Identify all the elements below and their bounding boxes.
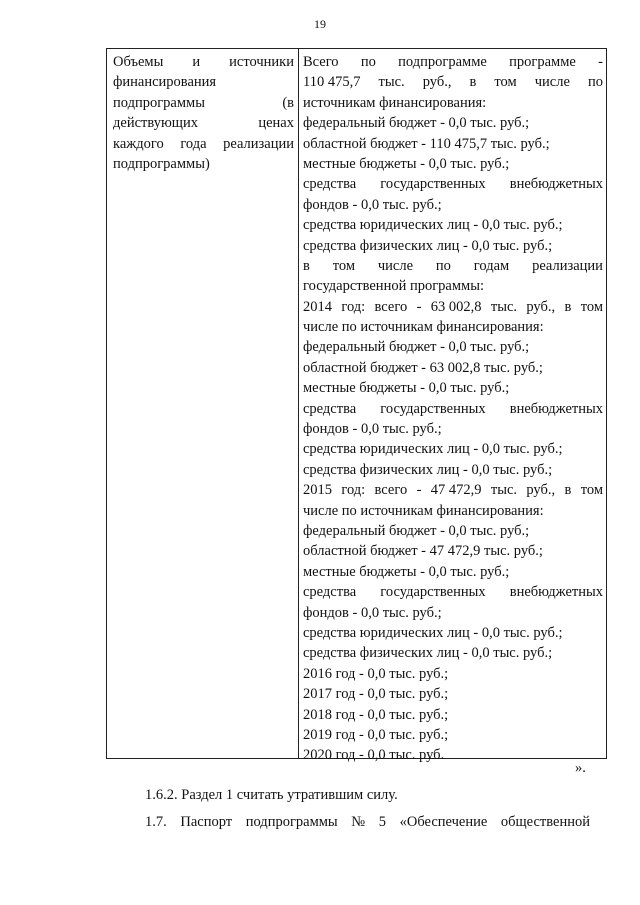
value-word: в bbox=[564, 482, 572, 499]
value-line bbox=[303, 623, 603, 643]
label-word: года bbox=[180, 135, 207, 152]
value-word: - bbox=[416, 298, 422, 315]
value-word: 47 472,9 bbox=[430, 482, 482, 499]
value-word: фондов - 0,0 тыс. руб.; bbox=[303, 604, 442, 621]
value-word: числе bbox=[377, 257, 414, 274]
paragraph-word: «Обеспечение bbox=[399, 814, 488, 830]
value-word: 2017 год - 0,0 тыс. руб.; bbox=[303, 686, 449, 703]
value-word: 63 002,8 bbox=[430, 298, 482, 315]
value-word: всего bbox=[374, 298, 408, 315]
value-word: средства юридических лиц - 0,0 тыс. руб.; bbox=[303, 441, 563, 458]
value-word: подпрограмме bbox=[398, 54, 487, 70]
value-word: годам bbox=[473, 257, 510, 274]
value-word: областной бюджет - 63 002,8 тыс. руб.; bbox=[303, 359, 543, 376]
value-line bbox=[303, 297, 603, 317]
financing-table bbox=[106, 48, 607, 764]
value-word: 2014 bbox=[303, 298, 332, 315]
value-word: том bbox=[580, 482, 603, 499]
value-line bbox=[303, 72, 603, 92]
value-word: внебюджетных bbox=[509, 176, 603, 193]
value-word: средства физических лиц - 0,0 тыс. руб.; bbox=[303, 237, 553, 254]
value-word: год: bbox=[341, 482, 366, 499]
value-word: Всего bbox=[303, 54, 339, 70]
label-word: финансирования bbox=[113, 74, 217, 91]
value-line bbox=[303, 93, 603, 113]
value-line bbox=[303, 195, 603, 215]
label-line bbox=[113, 52, 294, 72]
page-number: 19 bbox=[314, 17, 326, 31]
paragraph-word: Паспорт bbox=[180, 814, 233, 830]
value-line bbox=[303, 745, 603, 765]
value-word: местные бюджеты - 0,0 тыс. руб.; bbox=[303, 380, 510, 397]
label-line bbox=[113, 93, 294, 113]
value-word: по bbox=[435, 257, 451, 274]
value-word: в bbox=[303, 257, 310, 274]
value-word: - bbox=[416, 482, 422, 499]
label-word: (в bbox=[282, 94, 294, 111]
value-word: реализации bbox=[532, 257, 603, 274]
value-word: государственной программы: bbox=[303, 278, 484, 295]
value-word: руб., bbox=[526, 298, 556, 315]
value-word: по bbox=[587, 74, 603, 91]
value-line bbox=[303, 236, 603, 256]
value-word: средства физических лиц - 0,0 тыс. руб.; bbox=[303, 461, 553, 478]
value-word: местные бюджеты - 0,0 тыс. руб.; bbox=[303, 155, 510, 172]
value-word: федеральный бюджет - 0,0 тыс. руб.; bbox=[303, 522, 530, 539]
label-word: каждого bbox=[113, 135, 164, 152]
value-line bbox=[303, 603, 603, 623]
label-word: ценах bbox=[258, 115, 294, 132]
value-word: местные бюджеты - 0,0 тыс. руб.; bbox=[303, 563, 510, 580]
value-word: том bbox=[332, 257, 356, 274]
value-word: фондов - 0,0 тыс. руб.; bbox=[303, 196, 442, 213]
value-word: внебюджетных bbox=[509, 400, 603, 417]
label-line bbox=[113, 134, 294, 154]
value-word: в bbox=[469, 74, 477, 91]
value-word: средства юридических лиц - 0,0 тыс. руб.; bbox=[303, 624, 563, 641]
value-word: средства юридических лиц - 0,0 тыс. руб.; bbox=[303, 217, 563, 234]
value-word: год: bbox=[341, 298, 366, 315]
label-word: подпрограммы) bbox=[113, 155, 210, 172]
value-word: в bbox=[564, 298, 572, 315]
value-line bbox=[303, 664, 603, 684]
value-word: источникам финансирования: bbox=[303, 94, 487, 111]
label-word: действующих bbox=[113, 115, 198, 132]
value-line bbox=[303, 705, 603, 725]
value-line bbox=[303, 541, 603, 561]
value-line bbox=[303, 521, 603, 541]
value-line bbox=[303, 480, 603, 500]
value-word: том bbox=[580, 298, 603, 315]
value-line bbox=[303, 725, 603, 745]
row-value-cell bbox=[299, 49, 606, 766]
value-word: всего bbox=[374, 482, 408, 499]
paragraph-word: общественной bbox=[500, 814, 590, 830]
value-word: тыс. bbox=[490, 298, 518, 315]
value-line bbox=[303, 562, 603, 582]
value-word: федеральный бюджет - 0,0 тыс. руб.; bbox=[303, 339, 530, 356]
value-line bbox=[303, 113, 603, 133]
value-line bbox=[303, 501, 603, 521]
value-line bbox=[303, 582, 603, 602]
value-word: средства физических лиц - 0,0 тыс. руб.; bbox=[303, 645, 553, 662]
value-word: областной бюджет - 110 475,7 тыс. руб.; bbox=[303, 135, 550, 152]
value-line bbox=[303, 643, 603, 663]
paragraph-1-6-2: 1.6.2. Раздел 1 считать утратившим силу. bbox=[145, 787, 398, 803]
value-word: средства bbox=[303, 400, 357, 417]
row-label-cell bbox=[107, 49, 298, 174]
value-word: 2016 год - 0,0 тыс. руб.; bbox=[303, 665, 449, 682]
value-word: государственных bbox=[380, 400, 486, 417]
value-word: федеральный бюджет - 0,0 тыс. руб.; bbox=[303, 115, 530, 132]
value-word: 2019 год - 0,0 тыс. руб.; bbox=[303, 726, 449, 743]
label-line bbox=[113, 113, 294, 133]
value-line bbox=[303, 317, 603, 337]
value-word: числе по источникам финансирования: bbox=[303, 502, 544, 519]
label-line bbox=[113, 72, 294, 92]
value-word: тыс. bbox=[378, 74, 405, 91]
paragraph-word: 5 bbox=[378, 814, 386, 830]
value-line bbox=[303, 154, 603, 174]
value-word: руб., bbox=[422, 74, 452, 91]
value-line bbox=[303, 439, 603, 459]
paragraph-word: подпрограммы bbox=[245, 814, 338, 830]
label-word: источники bbox=[229, 54, 294, 70]
value-word: 2018 год - 0,0 тыс. руб.; bbox=[303, 706, 449, 723]
paragraph-1-7 bbox=[106, 812, 590, 832]
value-word: 110 475,7 bbox=[303, 74, 361, 91]
value-word: руб., bbox=[526, 482, 556, 499]
value-word: государственных bbox=[380, 584, 486, 601]
label-line bbox=[113, 154, 294, 174]
value-word: тыс. bbox=[490, 482, 518, 499]
value-word: числе bbox=[534, 74, 570, 91]
paragraph-word: 1.7. bbox=[145, 814, 167, 830]
value-word: программе bbox=[509, 54, 576, 70]
value-word: том bbox=[494, 74, 517, 91]
value-line bbox=[303, 399, 603, 419]
value-word: 2020 год - 0,0 тыс. руб. bbox=[303, 747, 445, 764]
value-line bbox=[303, 134, 603, 154]
value-word: - bbox=[598, 54, 603, 70]
value-line bbox=[303, 684, 603, 704]
value-word: средства bbox=[303, 584, 357, 601]
value-line bbox=[303, 358, 603, 378]
label-word: и bbox=[192, 54, 201, 70]
value-word: 2015 bbox=[303, 482, 332, 499]
paragraph-word: № bbox=[351, 814, 366, 830]
closing-quote: ». bbox=[575, 760, 586, 776]
value-word: государственных bbox=[380, 176, 486, 193]
value-line bbox=[303, 460, 603, 480]
value-line bbox=[303, 215, 603, 235]
label-word: реализации bbox=[223, 135, 294, 152]
value-line bbox=[303, 256, 603, 276]
value-word: внебюджетных bbox=[509, 584, 603, 601]
label-word: Объемы bbox=[113, 54, 164, 70]
value-word: числе по источникам финансирования: bbox=[303, 319, 544, 336]
value-word: средства bbox=[303, 176, 357, 193]
value-line bbox=[303, 52, 603, 72]
value-line bbox=[303, 419, 603, 439]
value-line bbox=[303, 337, 603, 357]
value-line bbox=[303, 174, 603, 194]
value-line bbox=[303, 378, 603, 398]
value-word: областной бюджет - 47 472,9 тыс. руб.; bbox=[303, 543, 543, 560]
value-word: фондов - 0,0 тыс. руб.; bbox=[303, 421, 442, 438]
label-word: подпрограммы bbox=[113, 94, 205, 111]
value-word: по bbox=[360, 54, 376, 70]
value-line bbox=[303, 276, 603, 296]
